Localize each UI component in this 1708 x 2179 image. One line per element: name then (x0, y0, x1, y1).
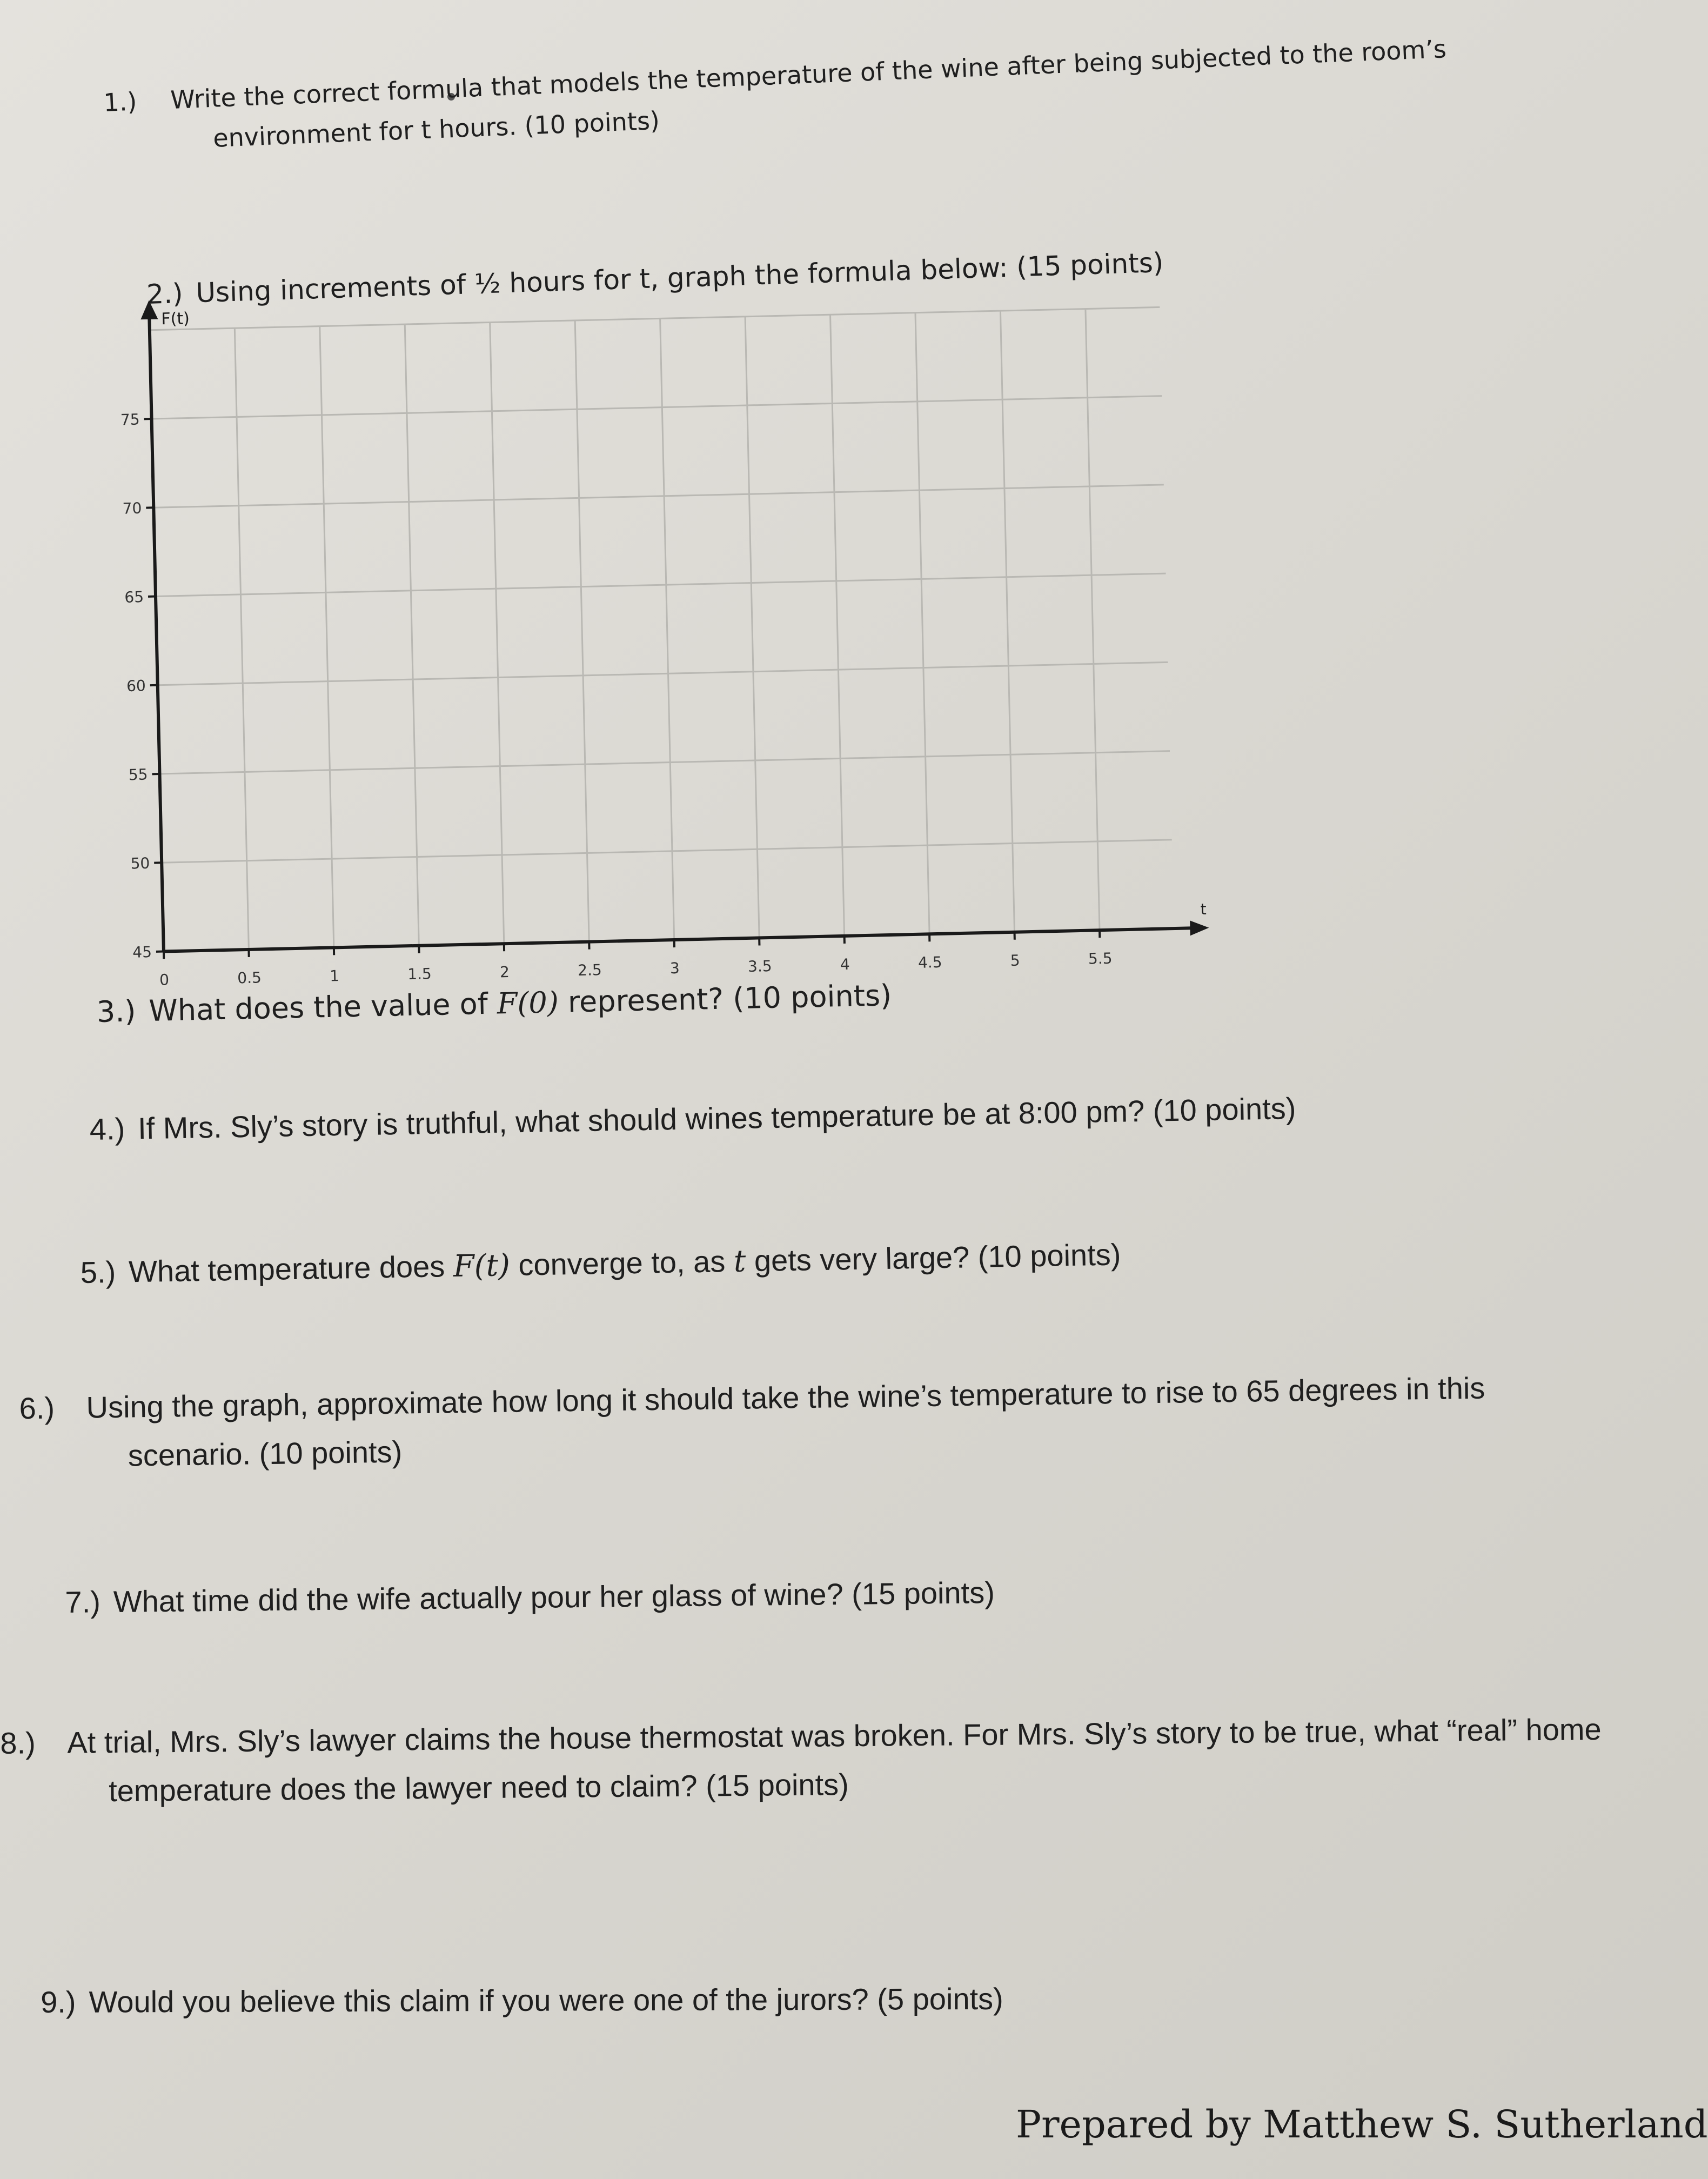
y-axis-line (149, 314, 164, 952)
grid-line-vertical (405, 324, 419, 946)
question-3-number: 3.) (96, 994, 137, 1029)
grid-line-horizontal (150, 307, 1160, 330)
y-tick-label: 75 (120, 410, 140, 429)
grid-line-horizontal (153, 485, 1164, 507)
y-tick-label: 55 (128, 765, 148, 784)
question-8-text: At trial, Mrs. Sly’s lawyer claims the house thermostat was broken. For Mrs. Sly’s story to be true, what “real” home temperature does the lawyer need to claim? (15 points) (67, 1712, 1602, 1808)
question-2-text: Using increments of ½ hours for t, graph the formula below: (15 points) (195, 246, 1164, 309)
author-credit: Prepared by Matthew S. Sutherland (1016, 2102, 1708, 2147)
y-tick-label: 60 (126, 677, 146, 696)
question-6-number: 6.) (19, 1391, 55, 1426)
grid-line-horizontal (156, 573, 1166, 596)
question-3-text-pre: What does the value of (148, 986, 498, 1028)
question-5-text-mid: converge to, as (510, 1244, 734, 1282)
grid-line-vertical (490, 323, 504, 944)
question-4-number: 4.) (89, 1111, 125, 1146)
question-9-text: Would you believe this claim if you were one of the jurors? (5 points) (89, 1981, 1003, 2019)
question-7-number: 7.) (65, 1585, 101, 1619)
x-tick-label: 5.5 (1088, 949, 1113, 968)
question-1-text: Write the correct formula that models the temperature of the wine after being subjected to the room’s environment for t hours. (10 points) (170, 34, 1447, 153)
y-axis-arrow (140, 300, 158, 319)
question-7-text: What time did the wife actually pour her glass of wine? (15 points) (113, 1575, 995, 1619)
question-1-number: 1.) (103, 86, 138, 117)
question-8 (0, 1705, 1611, 1815)
x-tick-label: 5 (1010, 951, 1021, 970)
question-5-math-t: t (733, 1244, 746, 1279)
grid-line-vertical (1086, 309, 1100, 930)
question-6-text: Using the graph, approximate how long it should take the wine’s temperature to rise to 65 degrees in this scenario. (10 points) (86, 1371, 1485, 1473)
grid-line-horizontal (158, 662, 1168, 685)
x-axis-line (164, 928, 1196, 951)
x-axis-label: t (1200, 900, 1207, 918)
y-tick-label: 70 (122, 499, 142, 518)
grid-line-vertical (320, 326, 334, 948)
x-tick-label: 4.5 (917, 953, 942, 972)
x-tick-label: 0.5 (237, 968, 262, 987)
question-8-number: 8.) (0, 1726, 36, 1760)
grid-line-vertical (830, 315, 845, 936)
question-9-number: 9.) (41, 1984, 76, 2019)
x-tick-label: 4 (840, 955, 850, 974)
question-3-math: F(0) (497, 985, 559, 1021)
y-tick-label: 65 (124, 588, 144, 606)
grid-line-vertical (1000, 311, 1014, 932)
x-tick-label: 3 (669, 959, 680, 978)
question-4-text: If Mrs. Sly’s story is truthful, what should wines temperature be at 8:00 pm? (10 points) (137, 1091, 1296, 1146)
x-axis-arrow (1190, 920, 1209, 936)
question-2-number: 2.) (146, 277, 184, 310)
question-6 (19, 1363, 1533, 1480)
y-axis-label: F(t) (161, 309, 190, 329)
x-tick-label: 3.5 (747, 957, 772, 975)
x-tick-label: 2 (499, 962, 510, 981)
question-9 (41, 1975, 1003, 2027)
grid-line-vertical (660, 318, 674, 940)
question-3-text-post: represent? (10 points) (558, 978, 892, 1020)
x-tick-label: 0 (159, 971, 170, 989)
question-5-math: F(t) (453, 1248, 511, 1284)
grid-line-horizontal (159, 751, 1170, 774)
grid-line-horizontal (162, 840, 1172, 863)
x-tick-label: 2.5 (577, 961, 602, 980)
grid-line-vertical (745, 317, 759, 938)
question-5-number: 5.) (80, 1254, 116, 1289)
question-7 (65, 1568, 995, 1627)
grid-line-vertical (915, 313, 929, 934)
grid-line-vertical (235, 328, 249, 950)
question-5-text-post: gets very large? (10 points) (745, 1237, 1121, 1278)
x-tick-label: 1.5 (407, 965, 432, 984)
y-tick-label: 50 (130, 854, 150, 873)
grid-line-vertical (575, 320, 589, 942)
question-5-text-pre: What temperature does (128, 1248, 454, 1289)
grid-line-horizontal (152, 396, 1162, 419)
x-tick-label: 1 (329, 967, 340, 985)
y-tick-label: 45 (132, 943, 152, 961)
